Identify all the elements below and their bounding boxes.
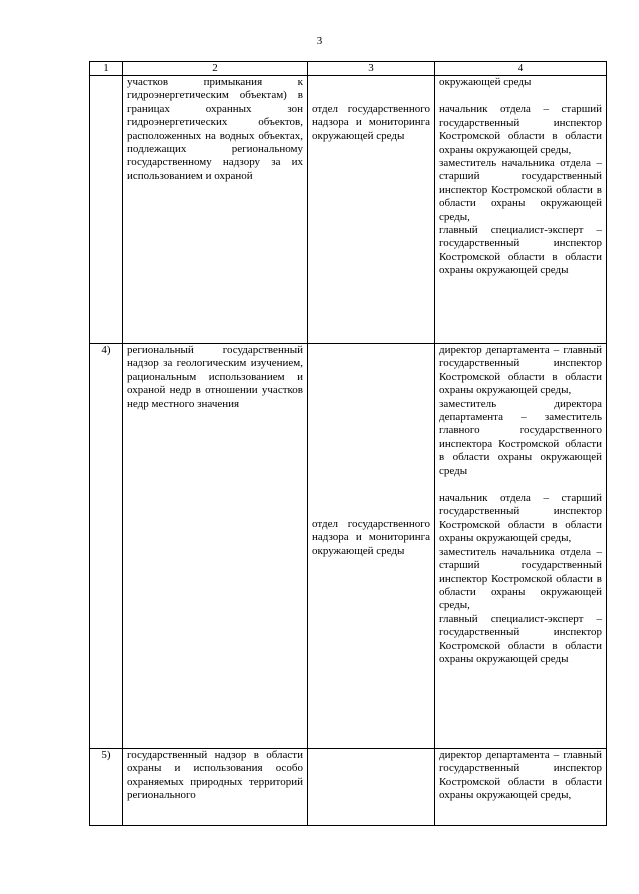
supervision-subject: участков примыкания к гидроэнергетическим объектам) в границах охранных зон гидроэнергетических объектов, расположенных на водных объектах, подлежащих региональному государственному надзору за их использованием и охраной: [123, 76, 308, 344]
department-cell: [308, 76, 435, 344]
table-header-row: [90, 62, 607, 76]
officials-text: начальник отдела – старший государственный инспектор Костромской области в области охраны окружающей среды, заместитель начальника отдела – старший государственный инспектор Костромской области в области охраны окружающей среды, главный специалист-эксперт – государственный инспектор Костромской области в области охраны окружающей среды: [439, 103, 602, 277]
table-row: [90, 76, 607, 344]
supervision-subject: государственный надзор в области охраны и использования особо охраняемых природных территорий регионального: [123, 749, 308, 826]
row-number: 5): [90, 749, 123, 826]
header-col-3: 3: [308, 62, 435, 76]
officials-text: начальник отдела – старший государственный инспектор Костромской области в области охраны окружающей среды, заместитель начальника отдела – старший государственный инспектор Костромской области в области охраны окружающей среды, главный специалист-эксперт – государственный инспектор Костромской области в области охраны окружающей среды: [439, 492, 602, 665]
page-number: 3: [316, 35, 323, 47]
officials-text: директор департамента – главный государственный инспектор Костромской области в области охраны окружающей среды, заместитель директора департамента – заместитель главного государственного инспектора Костромской области в области охраны окружающей среды: [439, 344, 602, 477]
officials-cell: [435, 344, 607, 749]
officials-text: директор департамента – главный государственный инспектор Костромской области в области охраны окружающей среды,: [439, 749, 602, 802]
department-name: отдел государственного надзора и мониторинга окружающей среды: [312, 518, 430, 557]
supervision-subject: региональный государственный надзор за геологическим изучением, рациональным использованием и охраной недр в отношении участков недр местного значения: [123, 344, 308, 749]
department-cell: [308, 749, 435, 826]
officials-cell: [435, 749, 607, 826]
officials-text: окружающей среды: [439, 76, 532, 88]
row-number: [90, 76, 123, 344]
officials-cell: [435, 76, 607, 344]
row-number: 4): [90, 344, 123, 749]
header-col-2: 2: [123, 62, 308, 76]
header-col-1: 1: [90, 62, 123, 76]
table-row: [90, 344, 607, 749]
table-row: [90, 749, 607, 826]
department-cell: [308, 344, 435, 749]
department-name: отдел государственного надзора и мониторинга окружающей среды: [312, 103, 430, 142]
authorities-table: [89, 61, 607, 826]
header-col-4: 4: [435, 62, 607, 76]
